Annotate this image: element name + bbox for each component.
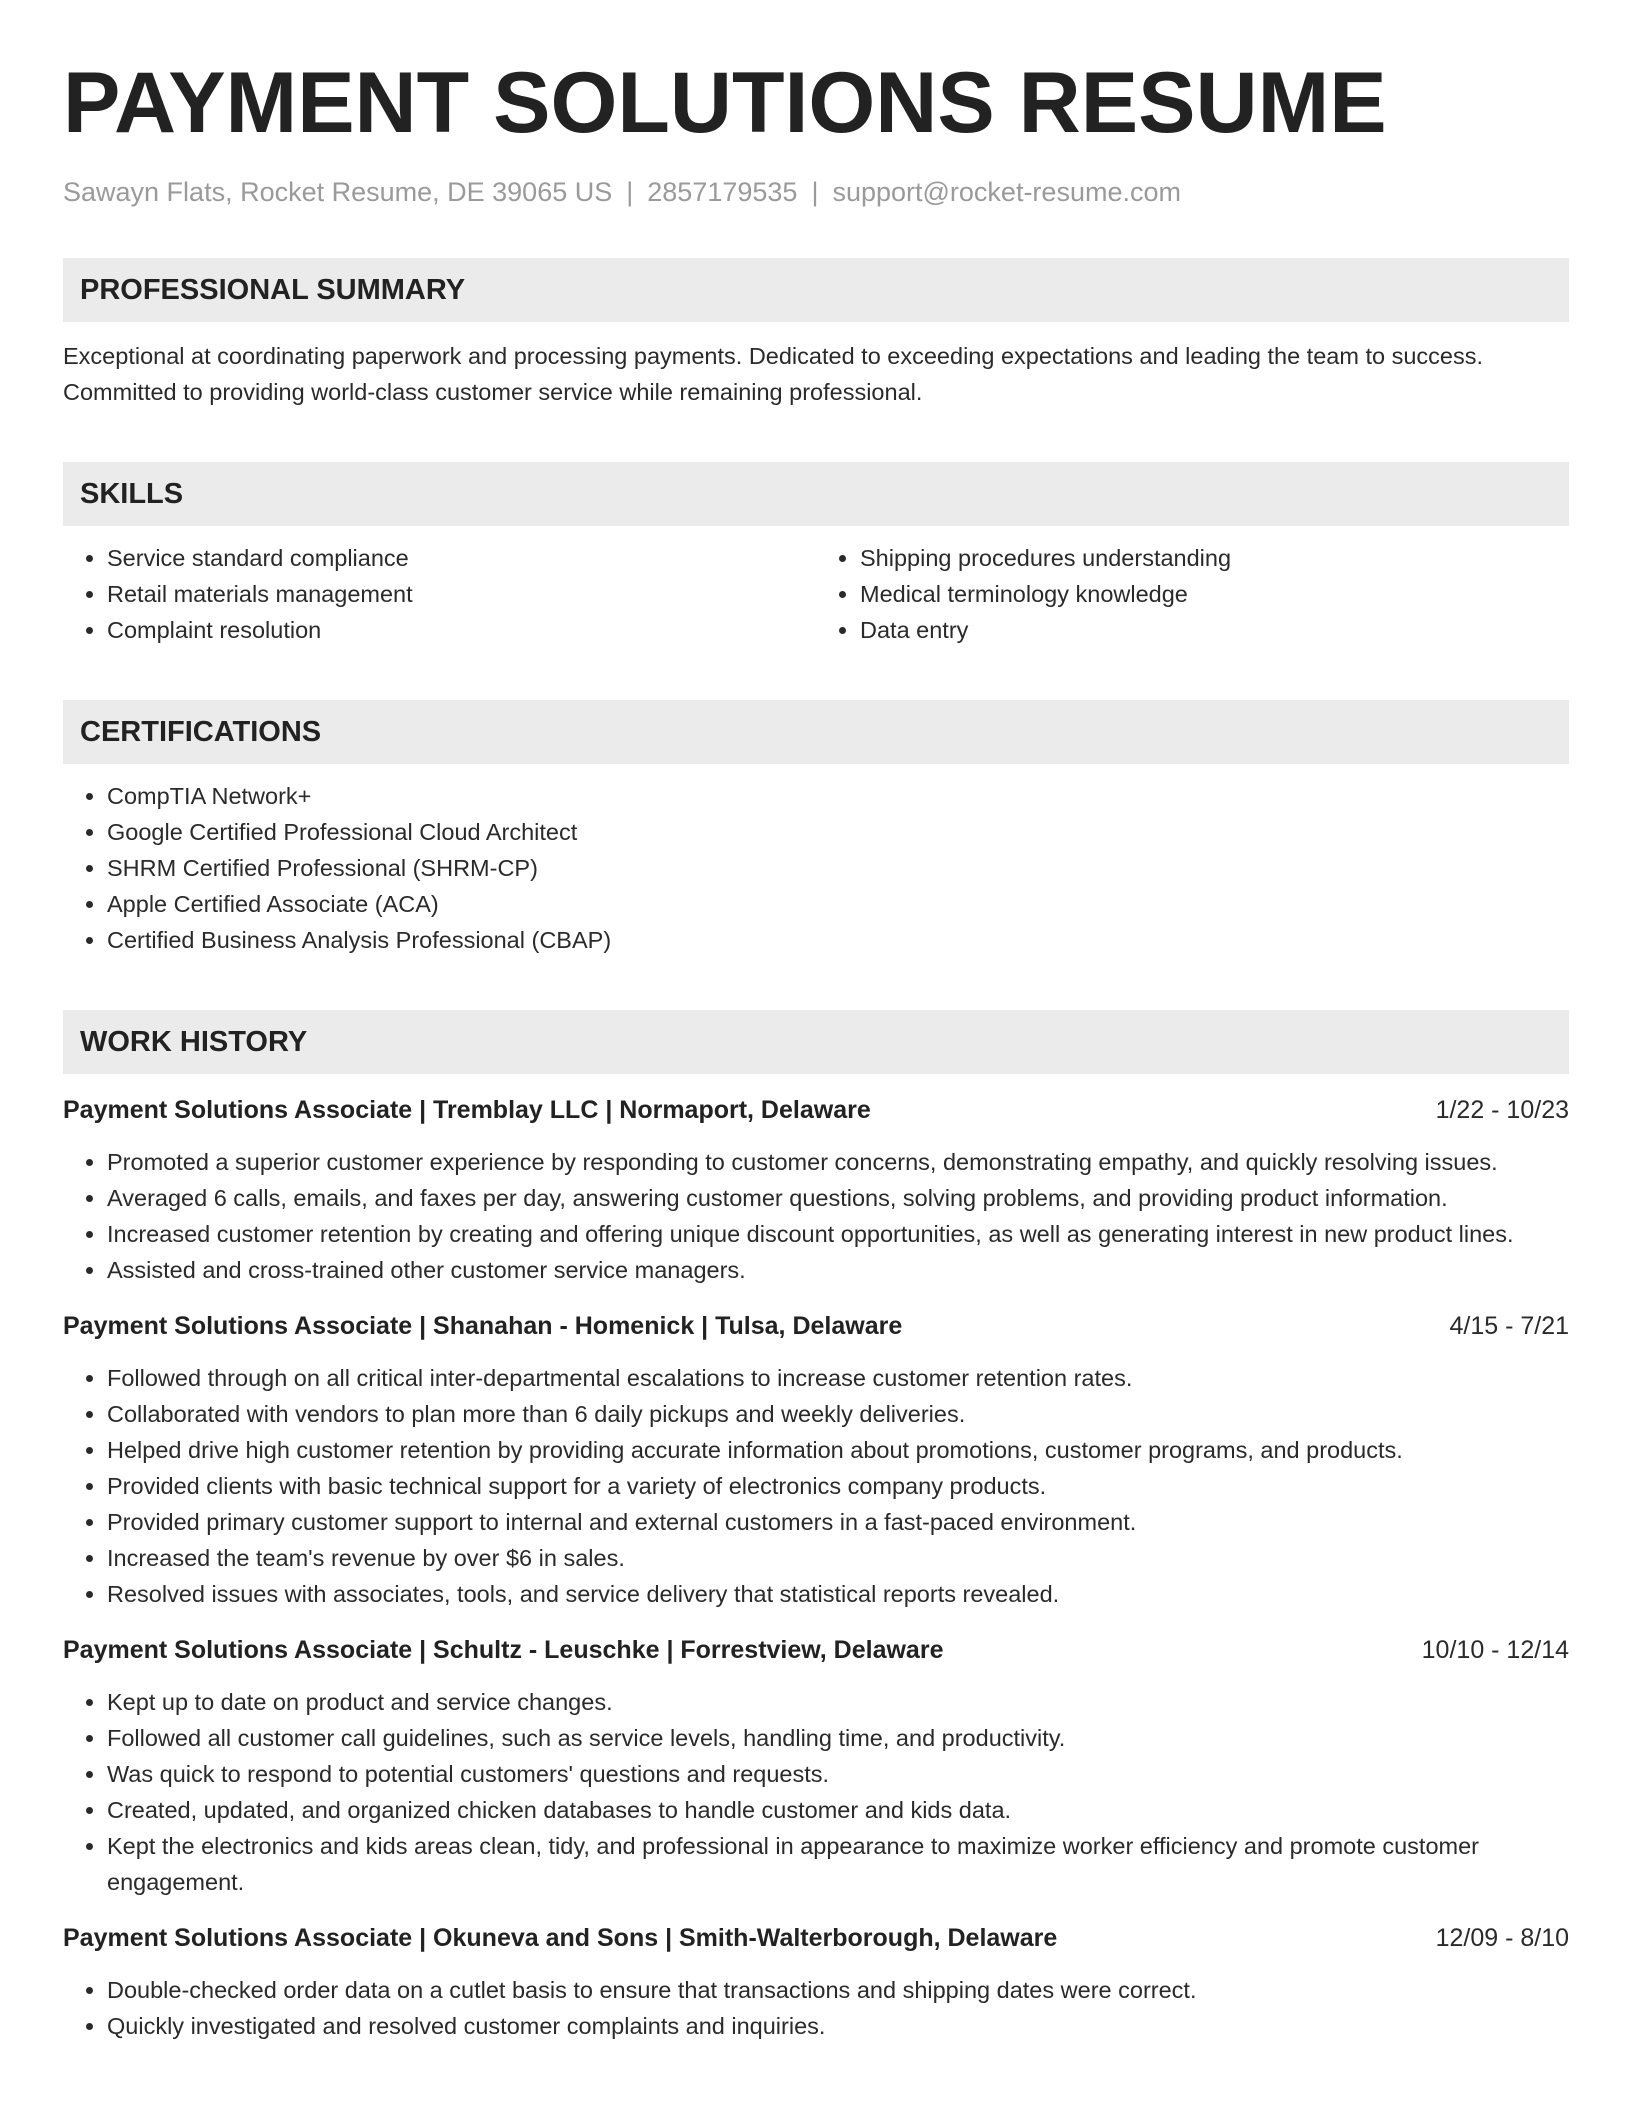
section-heading-summary: PROFESSIONAL SUMMARY	[63, 258, 1569, 322]
job-bullet: • Provided primary customer support to internal and external customers in a fast-paced environment.	[107, 1504, 1569, 1540]
job-entry	[63, 1092, 1569, 1288]
job-header	[63, 1632, 1569, 1668]
contact-line	[63, 176, 1569, 208]
job-bullet: • Kept up to date on product and service changes.	[107, 1684, 1569, 1720]
summary-text: Exceptional at coordinating paperwork and processing payments. Dedicated to exceeding expectations and leading the team to success. Committed to providing world-class customer service while remaining professional.	[63, 343, 1484, 405]
job-bullet: • Provided clients with basic technical support for a variety of electronics company products.	[107, 1468, 1569, 1504]
contact-email: support@rocket-resume.com	[832, 177, 1181, 207]
job-bullet: • Created, updated, and organized chicken databases to handle customer and kids data.	[107, 1792, 1569, 1828]
job-bullet: • Increased the team's revenue by over $6 in sales.	[107, 1540, 1569, 1576]
contact-separator: |	[626, 177, 634, 207]
certification-item: • Certified Business Analysis Professional (CBAP)	[107, 922, 1569, 958]
job-bullet: • Resolved issues with associates, tools, and service delivery that statistical reports revealed.	[107, 1576, 1569, 1612]
job-bullet: • Assisted and cross-trained other customer service managers.	[107, 1252, 1569, 1288]
certification-item: • Apple Certified Associate (ACA)	[107, 886, 1569, 922]
skill-item: • Service standard compliance	[107, 540, 816, 576]
job-dates: 12/09 - 8/10	[1435, 1924, 1569, 1952]
skills-grid	[63, 540, 1569, 648]
skill-item: • Medical terminology knowledge	[860, 576, 1569, 612]
skill-item: • Shipping procedures understanding	[860, 540, 1569, 576]
skills-list-left	[63, 540, 816, 648]
job-header	[63, 1920, 1569, 1956]
job-bullets	[63, 1360, 1569, 1612]
job-title: Payment Solutions Associate | Okuneva and Sons | Smith-Walterborough, Delaware	[63, 1924, 1058, 1952]
job-bullet: • Followed all customer call guidelines, such as service levels, handling time, and productivity.	[107, 1720, 1569, 1756]
section-heading-certifications: CERTIFICATIONS	[63, 700, 1569, 764]
job-bullet: • Was quick to respond to potential customers' questions and requests.	[107, 1756, 1569, 1792]
job-bullets	[63, 1972, 1569, 2044]
job-entry	[63, 1920, 1569, 2044]
certification-item: • CompTIA Network+	[107, 778, 1569, 814]
contact-separator: |	[811, 177, 819, 207]
contact-address: Sawayn Flats, Rocket Resume, DE 39065 US	[63, 177, 613, 207]
job-bullet: • Double-checked order data on a cutlet basis to ensure that transactions and shipping dates were correct.	[107, 1972, 1569, 2008]
job-bullets	[63, 1684, 1569, 1900]
skills-list-right	[816, 540, 1569, 648]
certification-item: • SHRM Certified Professional (SHRM-CP)	[107, 850, 1569, 886]
job-dates: 4/15 - 7/21	[1449, 1312, 1569, 1340]
job-bullet: • Helped drive high customer retention by providing accurate information about promotions, customer programs, and products.	[107, 1432, 1569, 1468]
job-bullet: • Increased customer retention by creating and offering unique discount opportunities, as well as generating interest in new product lines.	[107, 1216, 1569, 1252]
certification-item: • Google Certified Professional Cloud Architect	[107, 814, 1569, 850]
job-bullet: • Collaborated with vendors to plan more than 6 daily pickups and weekly deliveries.	[107, 1396, 1569, 1432]
skill-item: • Retail materials management	[107, 576, 816, 612]
job-title: Payment Solutions Associate | Tremblay LLC | Normaport, Delaware	[63, 1096, 871, 1124]
job-header	[63, 1092, 1569, 1128]
job-dates: 1/22 - 10/23	[1435, 1096, 1569, 1124]
job-bullet: • Kept the electronics and kids areas clean, tidy, and professional in appearance to maximize worker efficiency and promote customer engagement.	[107, 1828, 1569, 1900]
skill-item: • Complaint resolution	[107, 612, 816, 648]
job-title: Payment Solutions Associate | Schultz - Leuschke | Forrestview, Delaware	[63, 1636, 944, 1664]
job-bullet: • Followed through on all critical inter-departmental escalations to increase customer retention rates.	[107, 1360, 1569, 1396]
job-header	[63, 1308, 1569, 1344]
job-bullet: • Quickly investigated and resolved customer complaints and inquiries.	[107, 2008, 1569, 2044]
job-dates: 10/10 - 12/14	[1421, 1636, 1569, 1664]
contact-phone: 2857179535	[647, 177, 798, 207]
skill-item: • Data entry	[860, 612, 1569, 648]
certifications-list	[63, 778, 1569, 958]
section-heading-skills: SKILLS	[63, 462, 1569, 526]
job-bullet: • Averaged 6 calls, emails, and faxes per day, answering customer questions, solving problems, and providing product information.	[107, 1180, 1569, 1216]
job-title: Payment Solutions Associate | Shanahan - Homenick | Tulsa, Delaware	[63, 1312, 903, 1340]
job-bullet: • Promoted a superior customer experience by responding to customer concerns, demonstrating empathy, and quickly resolving issues.	[107, 1144, 1569, 1180]
resume-title: PAYMENT SOLUTIONS RESUME	[63, 55, 1387, 151]
section-heading-work-history: WORK HISTORY	[63, 1010, 1569, 1074]
job-entry	[63, 1308, 1569, 1612]
job-bullets	[63, 1144, 1569, 1288]
job-entry	[63, 1632, 1569, 1900]
